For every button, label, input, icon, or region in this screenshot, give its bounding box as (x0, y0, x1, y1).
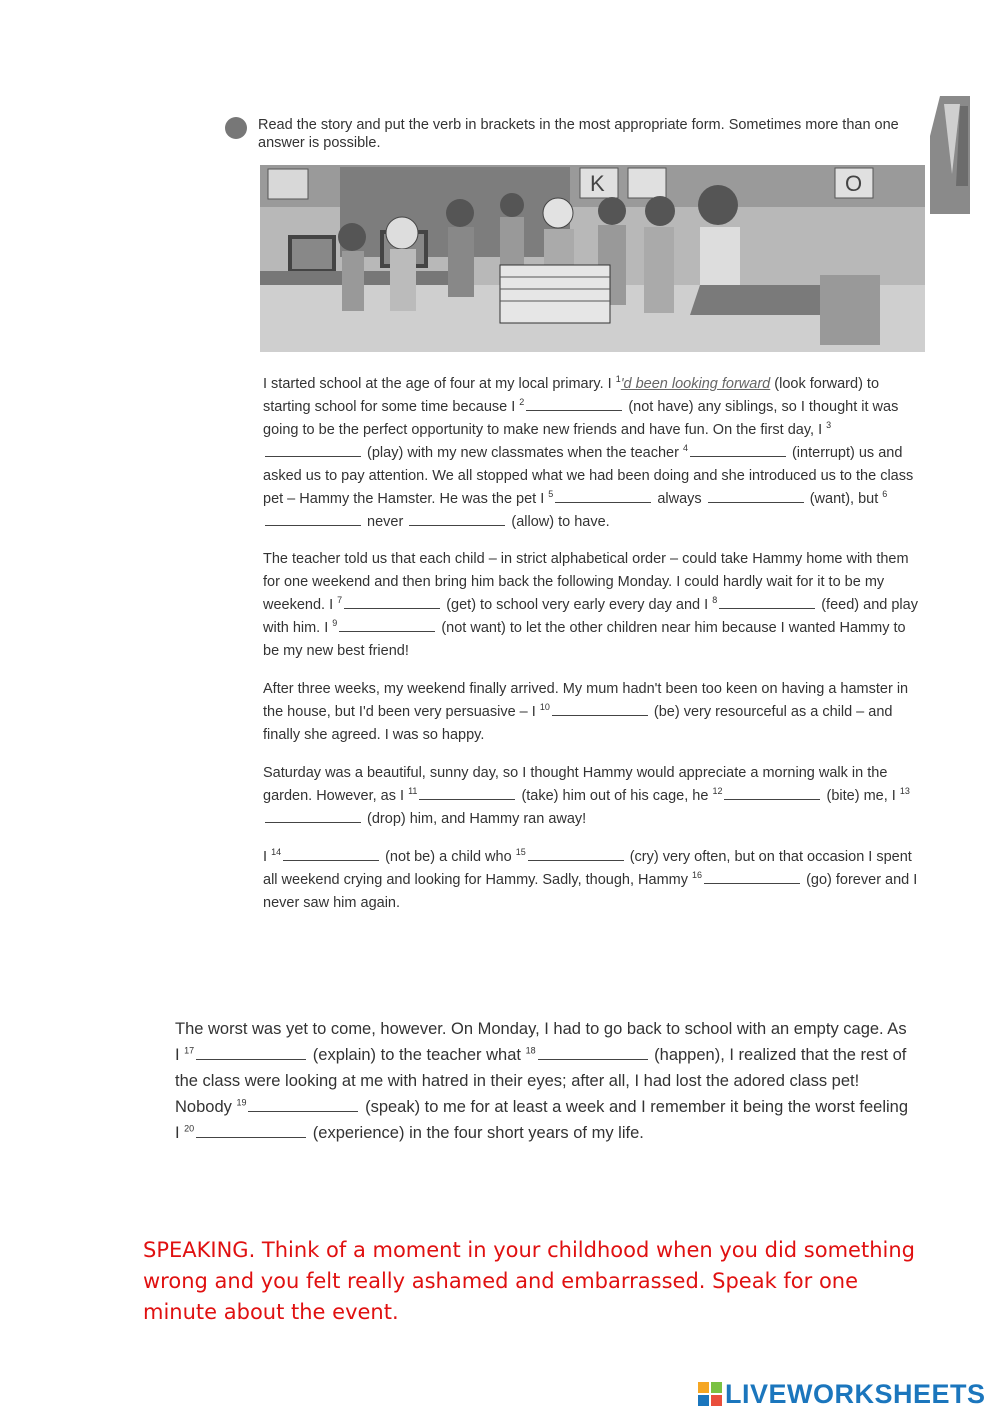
gap-number: 6 (882, 489, 888, 500)
gap-number: 11 (408, 786, 418, 797)
answer-blank-15[interactable] (528, 847, 624, 861)
story-text: (play) with my new classmates when the teacher (363, 445, 683, 461)
answer-blank-17[interactable] (196, 1044, 306, 1060)
story-text: The worst was yet to come, however. On Monday, I had to go back to school with an empty cage. As I (175, 1020, 907, 1064)
story-text: I started school at the age of four at my local primary. I (263, 376, 616, 392)
story-text: always (653, 491, 706, 507)
gap-number: 7 (337, 595, 343, 606)
gap-number: 14 (271, 847, 282, 858)
story-text: (not have) any siblings, so I thought it was going to be the perfect opportunity to make new friends and have fun. On the first day, I (263, 399, 899, 438)
story-text: (get) to school very early every day and I (442, 597, 713, 613)
gap-number: 4 (682, 443, 688, 454)
story-text: After three weeks, my weekend finally arrived. My mum hadn't been too keen on having a hamster in the house, but I'd been very persuasive – I (263, 681, 909, 720)
gap-number: 9 (332, 618, 338, 629)
story-text: (drop) him, and Hammy ran away! (363, 811, 587, 827)
instructions: Read the story and put the verb in brackets in the most appropriate form. Sometimes more than one answer is possible. (258, 117, 899, 151)
answer-blank-11[interactable] (419, 786, 515, 800)
gap-number: 8 (712, 595, 718, 606)
story-text: (bite) me, I (822, 788, 900, 804)
example-answer: 'd been looking forward (620, 376, 771, 392)
answer-blank-9[interactable] (339, 618, 435, 632)
gap-number: 18 (525, 1045, 536, 1056)
story-text: (happen), I realized that the rest of the class were looking at me with hatred in their eyes; after all, I had lost the adored class pet! Nobody (175, 1046, 907, 1116)
gap-number: 5 (548, 489, 554, 500)
gap-number: 19 (236, 1097, 247, 1108)
story-text: (not want) to let the other children near him because I wanted Hammy to be my new best friend! (263, 620, 906, 659)
story-text: (allow) to have. (507, 514, 610, 530)
answer-blank-6b[interactable] (409, 512, 505, 526)
gap-number: 10 (539, 702, 550, 713)
gap-number: 13 (899, 786, 910, 797)
story-paragraph-4 (263, 762, 925, 831)
gap-number: 3 (826, 420, 832, 431)
story-text: (not be) a child who (381, 849, 516, 865)
answer-blank-14[interactable] (283, 847, 379, 861)
answer-blank-7[interactable] (344, 595, 440, 609)
liveworksheets-logo[interactable] (698, 1379, 986, 1409)
answer-blank-5b[interactable] (708, 489, 804, 503)
story-paragraph-2 (263, 548, 925, 663)
story-text: never (363, 514, 408, 530)
page-tab-decoration (930, 96, 970, 214)
answer-blank-2[interactable] (526, 397, 622, 411)
answer-blank-20[interactable] (196, 1122, 306, 1138)
answer-blank-19[interactable] (248, 1096, 358, 1112)
story-text: Saturday was a beautiful, sunny day, so I thought Hammy would appreciate a morning walk in the garden. However, as I (263, 765, 888, 804)
liveworksheets-logo-icon (698, 1382, 722, 1406)
answer-blank-18[interactable] (538, 1044, 648, 1060)
story-text: (cry) very often, but on that occasion I spent all weekend crying and looking for Hammy. Sadly, though, Hammy (263, 849, 912, 888)
answer-blank-8[interactable] (719, 595, 815, 609)
story-text: (take) him out of his cage, he (517, 788, 713, 804)
story-text: I (263, 849, 272, 865)
letter-k: K (590, 171, 605, 196)
gap-number: 20 (184, 1123, 195, 1134)
story-text: (be) very resourceful as a child – and finally she agreed. I was so happy. (263, 704, 893, 743)
gap-number: 15 (515, 847, 526, 858)
story-text: The teacher told us that each child – in strict alphabetical order – could take Hammy home with them for one weekend and then bring him back the following Monday. I could hardly wait for it to be my weekend. I (263, 551, 909, 613)
story-text: (look forward) to starting school for some time because I (263, 376, 880, 415)
answer-blank-6a[interactable] (265, 512, 361, 526)
story-paragraph-5 (263, 846, 925, 915)
story-text: (feed) and play with him. I (263, 597, 918, 636)
answer-blank-12[interactable] (724, 786, 820, 800)
story-text: (experience) in the four short years of my life. (308, 1124, 644, 1142)
speaking-task: SPEAKING. Think of a moment in your childhood when you did something wrong and you felt really ashamed and embarrassed. Speak for one minute about the event. (143, 1238, 915, 1324)
gap-number: 12 (712, 786, 723, 797)
story-text: (explain) to the teacher what (308, 1046, 526, 1064)
answer-blank-13[interactable] (265, 809, 361, 823)
gap-number: 2 (519, 397, 525, 408)
answer-blank-5a[interactable] (555, 489, 651, 503)
story-text: (want), but (805, 491, 883, 507)
gap-number: 1 (615, 374, 621, 385)
story-paragraph-1 (263, 373, 925, 534)
logo-text: LIVEWORKSHEETS (725, 1378, 986, 1409)
exercise-bullet (225, 117, 247, 139)
classroom-illustration (260, 165, 925, 352)
story-text: (speak) to me for at least a week and I remember it being the worst feeling I (175, 1098, 908, 1142)
answer-blank-3[interactable] (265, 443, 361, 457)
answer-blank-10[interactable] (552, 702, 648, 716)
answer-blank-16[interactable] (704, 870, 800, 884)
story-paragraph-6 (175, 1016, 915, 1146)
gap-number: 17 (184, 1045, 195, 1056)
story-text: (go) forever and I never saw him again. (263, 872, 918, 911)
story-text: (interrupt) us and asked us to pay attention. We all stopped what we had been doing and she introduced us to the class pet – Hammy the Hamster. He was the pet I (263, 445, 914, 507)
answer-blank-4[interactable] (690, 443, 786, 457)
story-paragraph-3 (263, 678, 925, 747)
letter-o: O (845, 171, 863, 196)
gap-number: 16 (692, 870, 703, 881)
